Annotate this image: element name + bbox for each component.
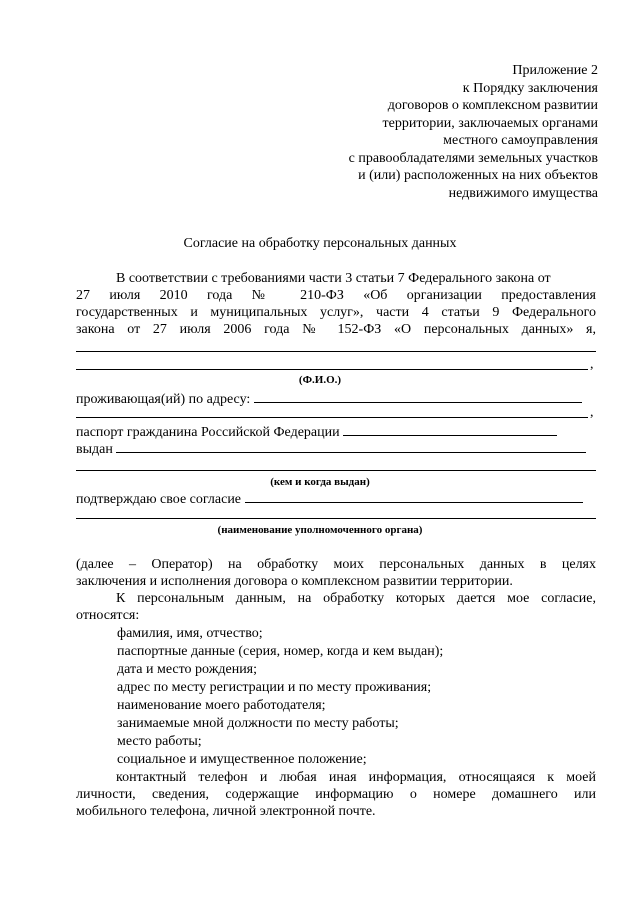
list-item: паспортные данные (серия, номер, когда и кем выдан);	[117, 644, 444, 659]
appendix-header	[349, 62, 598, 202]
appendix-line: Приложение 2	[512, 63, 598, 78]
list-item: адрес по месту регистрации и по месту проживания;	[117, 680, 432, 695]
contact-line: личности, сведения, содержащие информацию о номере домашнего или	[76, 787, 596, 802]
contact-line: мобильного телефона, личной электронной почте.	[76, 804, 376, 819]
list-item: социальное и имущественное положение;	[117, 752, 367, 767]
appendix-line: договоров о комплексном развитии	[387, 98, 598, 113]
issued-row	[76, 440, 596, 458]
appendix-line: территории, заключаемых органами	[382, 115, 598, 131]
issued-label: выдан	[76, 442, 113, 457]
address-blank-line	[76, 417, 588, 418]
address-label: проживающая(ий) по адресу:	[76, 392, 251, 407]
pd-intro-line: относятся:	[76, 608, 140, 623]
appendix-line: с правообладателями земельных участков	[348, 150, 598, 166]
consent-row	[76, 490, 596, 508]
comma: ,	[590, 357, 594, 372]
document-title: Согласие на обработку персональных данных	[183, 236, 457, 251]
consent-field[interactable]	[245, 490, 583, 503]
passport-label: паспорт гражданина Российской Федерации	[76, 425, 340, 440]
address-row	[76, 390, 596, 408]
list-item: наименование моего работодателя;	[117, 698, 326, 713]
appendix-line: к Порядку заключения	[462, 80, 598, 96]
fio-caption: (Ф.И.О.)	[298, 374, 342, 386]
intro-line: 27 июля 2010 года № 210-ФЗ «Об организации предоставления	[76, 288, 596, 303]
comma: ,	[590, 405, 594, 420]
operator-line: заключения и исполнения договора о комплексном развитии территории.	[76, 574, 513, 589]
consent-label: подтверждаю свое согласие	[76, 492, 242, 507]
organ-caption: (наименование уполномоченного органа)	[217, 524, 423, 536]
list-item: место работы;	[117, 734, 202, 749]
passport-row	[76, 423, 596, 441]
list-item: занимаемые мной должности по месту работы;	[117, 716, 399, 731]
appendix-line: местного самоуправления	[443, 133, 598, 148]
appendix-line: недвижимого имущества	[448, 185, 598, 201]
issued-blank-line	[76, 470, 596, 471]
contact-line: контактный телефон и любая иная информация, относящаяся к моей	[116, 770, 596, 785]
fio-blank-line	[76, 351, 596, 352]
appendix-line: и (или) расположенных на них объектов	[358, 168, 598, 183]
issued-caption: (кем и когда выдан)	[270, 476, 370, 488]
list-item: фамилия, имя, отчество;	[117, 626, 263, 641]
intro-line: государственных и муниципальных услуг», части 4 статьи 9 Федерального	[76, 305, 596, 320]
intro-line: закона от 27 июля 2006 года № 152-ФЗ «О персональных данных» я,	[76, 322, 596, 337]
intro-line: В соответствии с требованиями части 3 статьи 7 Федерального закона от	[116, 271, 551, 286]
operator-line: (далее – Оператор) на обработку моих персональных данных в целях	[76, 557, 596, 572]
organ-blank-line	[76, 518, 596, 519]
fio-blank-line	[76, 369, 588, 370]
address-field[interactable]	[254, 390, 582, 403]
passport-field[interactable]	[343, 423, 557, 436]
issued-field[interactable]	[116, 440, 586, 453]
list-item: дата и место рождения;	[117, 662, 258, 677]
pd-intro-line: К персональным данным, на обработку которых дается мое согласие,	[116, 591, 596, 606]
